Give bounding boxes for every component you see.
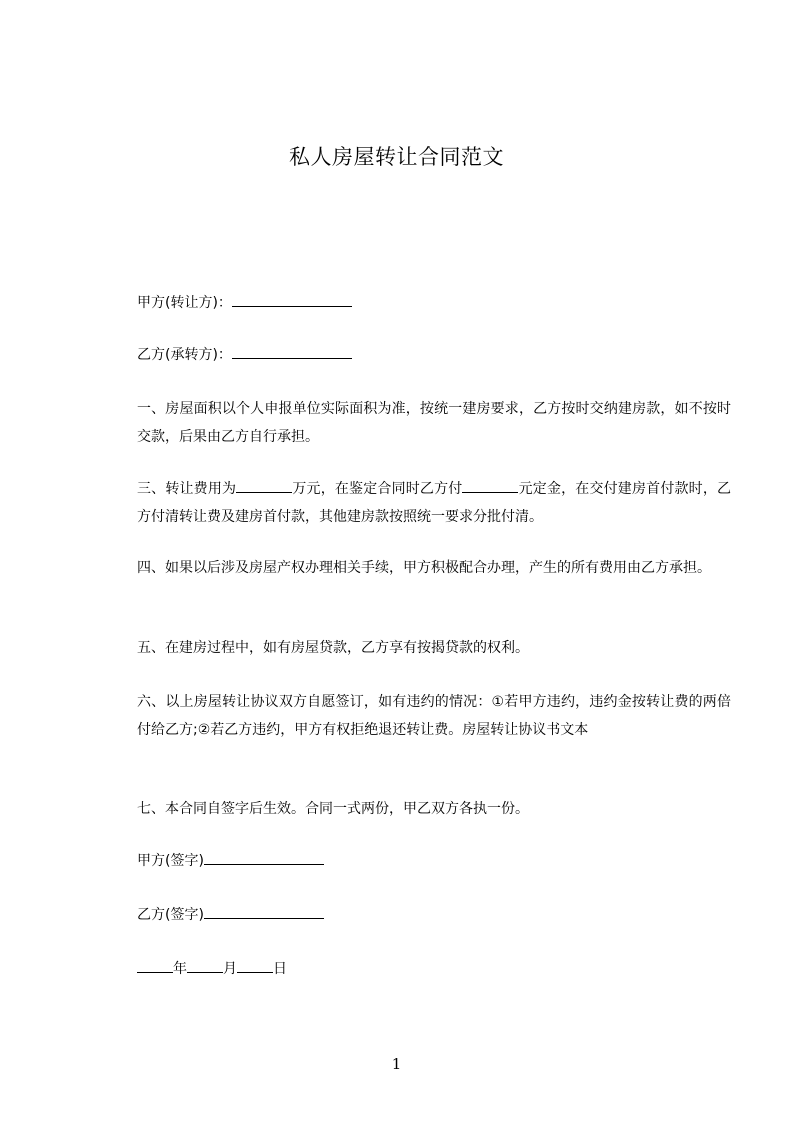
party-a-blank [232, 292, 352, 307]
clause-7: 七、本合同自签字后生效。合同一式两份，甲乙双方各执一份。 [137, 801, 529, 817]
fee-amount-blank [236, 478, 292, 493]
clause-3-part1: 三、转让费用为 [137, 481, 237, 497]
party-a-signature-line [137, 850, 324, 871]
party-a-sign-blank [204, 850, 324, 865]
party-a-line [137, 292, 352, 313]
party-b-label: 乙方(承转方)： [137, 347, 232, 363]
clause-5: 五、在建房过程中，如有房屋贷款，乙方享有按揭贷款的权利。 [137, 640, 529, 656]
date-line [137, 958, 287, 979]
party-b-sign-label: 乙方(签字) [137, 907, 204, 923]
month-label: 月 [223, 961, 237, 977]
party-a-sign-label: 甲方(签字) [137, 853, 204, 869]
deposit-amount-blank [462, 478, 518, 493]
clause-6: 六、以上房屋转让协议双方自愿签订，如有违约的情况：①若甲方违约，违约金按转让费的两倍付给乙方;②若乙方违约，甲方有权拒绝退还转让费。房屋转让协议书文本 [137, 694, 731, 738]
year-blank [137, 958, 173, 973]
year-label: 年 [173, 961, 187, 977]
day-label: 日 [273, 961, 287, 977]
day-blank [237, 958, 273, 973]
clause-3 [107, 475, 731, 531]
clause-1: 一、房屋面积以个人申报单位实际面积为准，按统一建房要求，乙方按时交纳建房款，如不按时交款，后果由乙方自行承担。 [137, 401, 731, 445]
document-title: 私人房屋转让合同范文 [289, 145, 504, 169]
clause-3-part3: 元定金，在交付建房首付款时，乙方付清转让费及建房首付款，其他建房款按照统一要求分批付清。 [137, 481, 732, 525]
clause-3-part2: 万元，在鉴定合同时乙方付 [292, 481, 463, 497]
clause-4: 四、如果以后涉及房屋产权办理相关手续，甲方积极配合办理，产生的所有费用由乙方承担。 [137, 560, 711, 576]
page-number: 1 [391, 1055, 402, 1073]
month-blank [187, 958, 223, 973]
party-b-sign-blank [204, 904, 324, 919]
party-a-label: 甲方(转让方)： [137, 295, 232, 311]
party-b-signature-line [137, 904, 324, 925]
party-b-line [137, 344, 352, 365]
party-b-blank [232, 344, 352, 359]
